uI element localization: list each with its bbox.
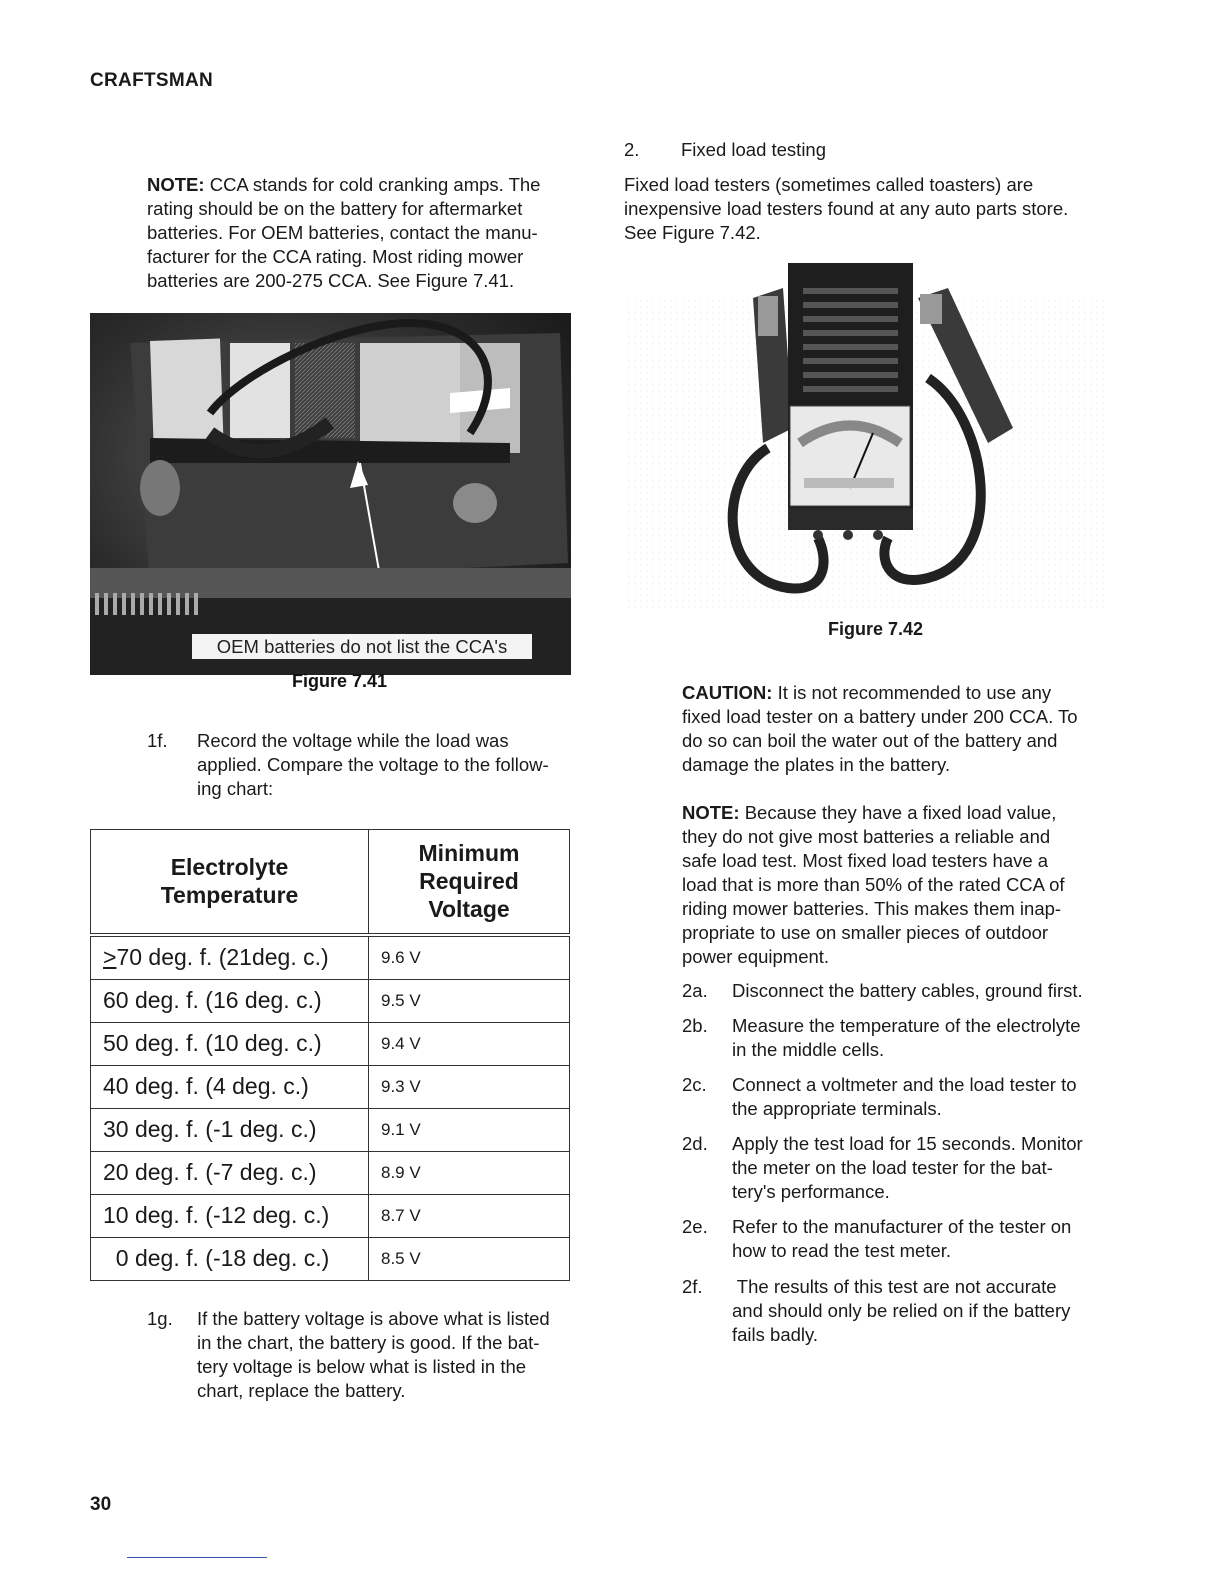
caution-line: It is not recommended to use any	[777, 682, 1052, 703]
caution-line: do so can boil the water out of the battery and	[682, 730, 1058, 751]
step-line: the meter on the load tester for the bat-	[732, 1157, 1053, 1178]
step-line: tery's performance.	[732, 1181, 890, 1202]
step-line: Measure the temperature of the electrolyte	[732, 1015, 1081, 1036]
note-cca	[147, 173, 587, 293]
note-fixed-load	[682, 801, 1122, 969]
step-line: in the chart, the battery is good. If the bat-	[197, 1332, 540, 1353]
step-2c	[682, 1073, 1122, 1121]
brand-header: CRAFTSMAN	[90, 70, 214, 91]
step-line: tery voltage is below what is listed in the	[197, 1356, 527, 1377]
note-line: batteries. For OEM batteries, contact the manu-	[147, 222, 538, 243]
note-line: batteries are 200-275 CCA. See Figure 7.41.	[147, 270, 515, 291]
section-number: 2.	[624, 139, 640, 160]
temperature-cell: 60 deg. f. (16 deg. c.)	[91, 979, 369, 1022]
step-number: 2d.	[682, 1133, 708, 1154]
table-row	[91, 1151, 570, 1194]
table-row	[91, 1065, 570, 1108]
intro-line: Fixed load testers (sometimes called toasters) are	[624, 174, 1034, 195]
voltage-cell: 9.1 V	[369, 1108, 570, 1151]
step-line: The results of this test are not accurate	[732, 1276, 1057, 1297]
table-row	[91, 979, 570, 1022]
figure-callout: OEM batteries do not list the CCA's	[190, 632, 534, 661]
temperature-cell: 10 deg. f. (-12 deg. c.)	[91, 1194, 369, 1237]
step-line: Refer to the manufacturer of the tester on	[732, 1216, 1072, 1237]
temperature-cell: 30 deg. f. (-1 deg. c.)	[91, 1108, 369, 1151]
header-line: Minimum	[418, 840, 520, 867]
caution-line: fixed load tester on a battery under 200 CCA. To	[682, 706, 1078, 727]
step-number: 2c.	[682, 1074, 707, 1095]
intro-paragraph	[624, 173, 1124, 245]
load-tester-illustration	[628, 258, 1108, 618]
voltage-table	[90, 829, 570, 1281]
note-line: load that is more than 50% of the rated CCA of	[682, 874, 1065, 895]
step-number: 2a.	[682, 980, 708, 1001]
footer-divider	[127, 1557, 267, 1558]
voltage-cell: 8.5 V	[369, 1237, 570, 1280]
temperature-cell: 0 deg. f. (-18 deg. c.)	[91, 1237, 369, 1280]
note-line: riding mower batteries. This makes them inap-	[682, 898, 1062, 919]
step-number: 2e.	[682, 1216, 708, 1237]
voltage-cell: 8.7 V	[369, 1194, 570, 1237]
step-number: 2f.	[682, 1276, 703, 1297]
load-tester-photo	[628, 258, 1108, 618]
battery-illustration	[90, 313, 571, 675]
note-line: facturer for the CCA rating. Most riding mower	[147, 246, 524, 267]
column-header-voltage	[369, 830, 570, 935]
step-2f	[682, 1275, 1122, 1347]
page-number: 30	[90, 1494, 112, 1515]
note-line: CCA stands for cold cranking amps. The	[209, 174, 541, 195]
header-line: Electrolyte	[170, 854, 289, 881]
step-2a	[682, 979, 1122, 1003]
header-line: Voltage	[428, 896, 510, 923]
note-line: rating should be on the battery for aftermarket	[147, 198, 523, 219]
caution-label: CAUTION:	[682, 682, 773, 703]
step-line: the appropriate terminals.	[732, 1098, 942, 1119]
table-row	[91, 935, 570, 980]
gte-symbol: >	[103, 944, 117, 970]
table-row	[91, 1194, 570, 1237]
caution-line: damage the plates in the battery.	[682, 754, 951, 775]
step-line: Connect a voltmeter and the load tester to	[732, 1074, 1077, 1095]
voltage-cell: 9.3 V	[369, 1065, 570, 1108]
step-number: 1f.	[147, 730, 168, 751]
voltage-cell: 9.4 V	[369, 1022, 570, 1065]
step-line: ing chart:	[197, 778, 274, 799]
step-line: chart, replace the battery.	[197, 1380, 406, 1401]
step-line: Apply the test load for 15 seconds. Monitor	[732, 1133, 1083, 1154]
table-row	[91, 1108, 570, 1151]
note-label: NOTE:	[682, 802, 740, 823]
temperature-cell: 40 deg. f. (4 deg. c.)	[91, 1065, 369, 1108]
step-line: how to read the test meter.	[732, 1240, 952, 1261]
step-line: fails badly.	[732, 1324, 819, 1345]
section-title: Fixed load testing	[681, 139, 827, 160]
header-line: Required	[419, 868, 519, 895]
table-row	[91, 1022, 570, 1065]
section-heading	[624, 138, 827, 162]
step-number: 1g.	[147, 1308, 173, 1329]
step-1f	[147, 729, 587, 801]
battery-photo	[90, 313, 571, 675]
intro-line: inexpensive load testers found at any auto parts store.	[624, 198, 1069, 219]
column-header-temperature	[91, 830, 369, 935]
note-line: Because they have a fixed load value,	[744, 802, 1057, 823]
temperature-cell	[91, 935, 369, 980]
step-line: and should only be relied on if the battery	[732, 1300, 1071, 1321]
note-label: NOTE:	[147, 174, 205, 195]
intro-line: See Figure 7.42.	[624, 222, 761, 243]
figure-label: Figure 7.41	[292, 671, 388, 691]
step-line: Record the voltage while the load was	[197, 730, 509, 751]
header-line: Temperature	[160, 882, 299, 909]
step-2d	[682, 1132, 1122, 1204]
voltage-cell: 9.6 V	[369, 935, 570, 980]
voltage-cell: 8.9 V	[369, 1151, 570, 1194]
step-line: applied. Compare the voltage to the follow-	[197, 754, 549, 775]
temperature-cell: 20 deg. f. (-7 deg. c.)	[91, 1151, 369, 1194]
temperature-text: 70 deg. f. (21deg. c.)	[116, 944, 329, 970]
step-line: in the middle cells.	[732, 1039, 885, 1060]
step-number: 2b.	[682, 1015, 708, 1036]
step-2b	[682, 1014, 1122, 1062]
caution-block	[682, 681, 1122, 777]
note-line: propriate to use on smaller pieces of outdoor	[682, 922, 1049, 943]
voltage-cell: 9.5 V	[369, 979, 570, 1022]
temperature-cell: 50 deg. f. (10 deg. c.)	[91, 1022, 369, 1065]
step-line: If the battery voltage is above what is listed	[197, 1308, 550, 1329]
note-line: power equipment.	[682, 946, 830, 967]
note-line: safe load test. Most fixed load testers have a	[682, 850, 1049, 871]
step-1g	[147, 1307, 587, 1403]
note-line: they do not give most batteries a reliable and	[682, 826, 1051, 847]
step-line: Disconnect the battery cables, ground first.	[732, 980, 1083, 1001]
step-2e	[682, 1215, 1122, 1263]
figure-label: Figure 7.42	[828, 619, 924, 639]
table-row	[91, 1237, 570, 1280]
